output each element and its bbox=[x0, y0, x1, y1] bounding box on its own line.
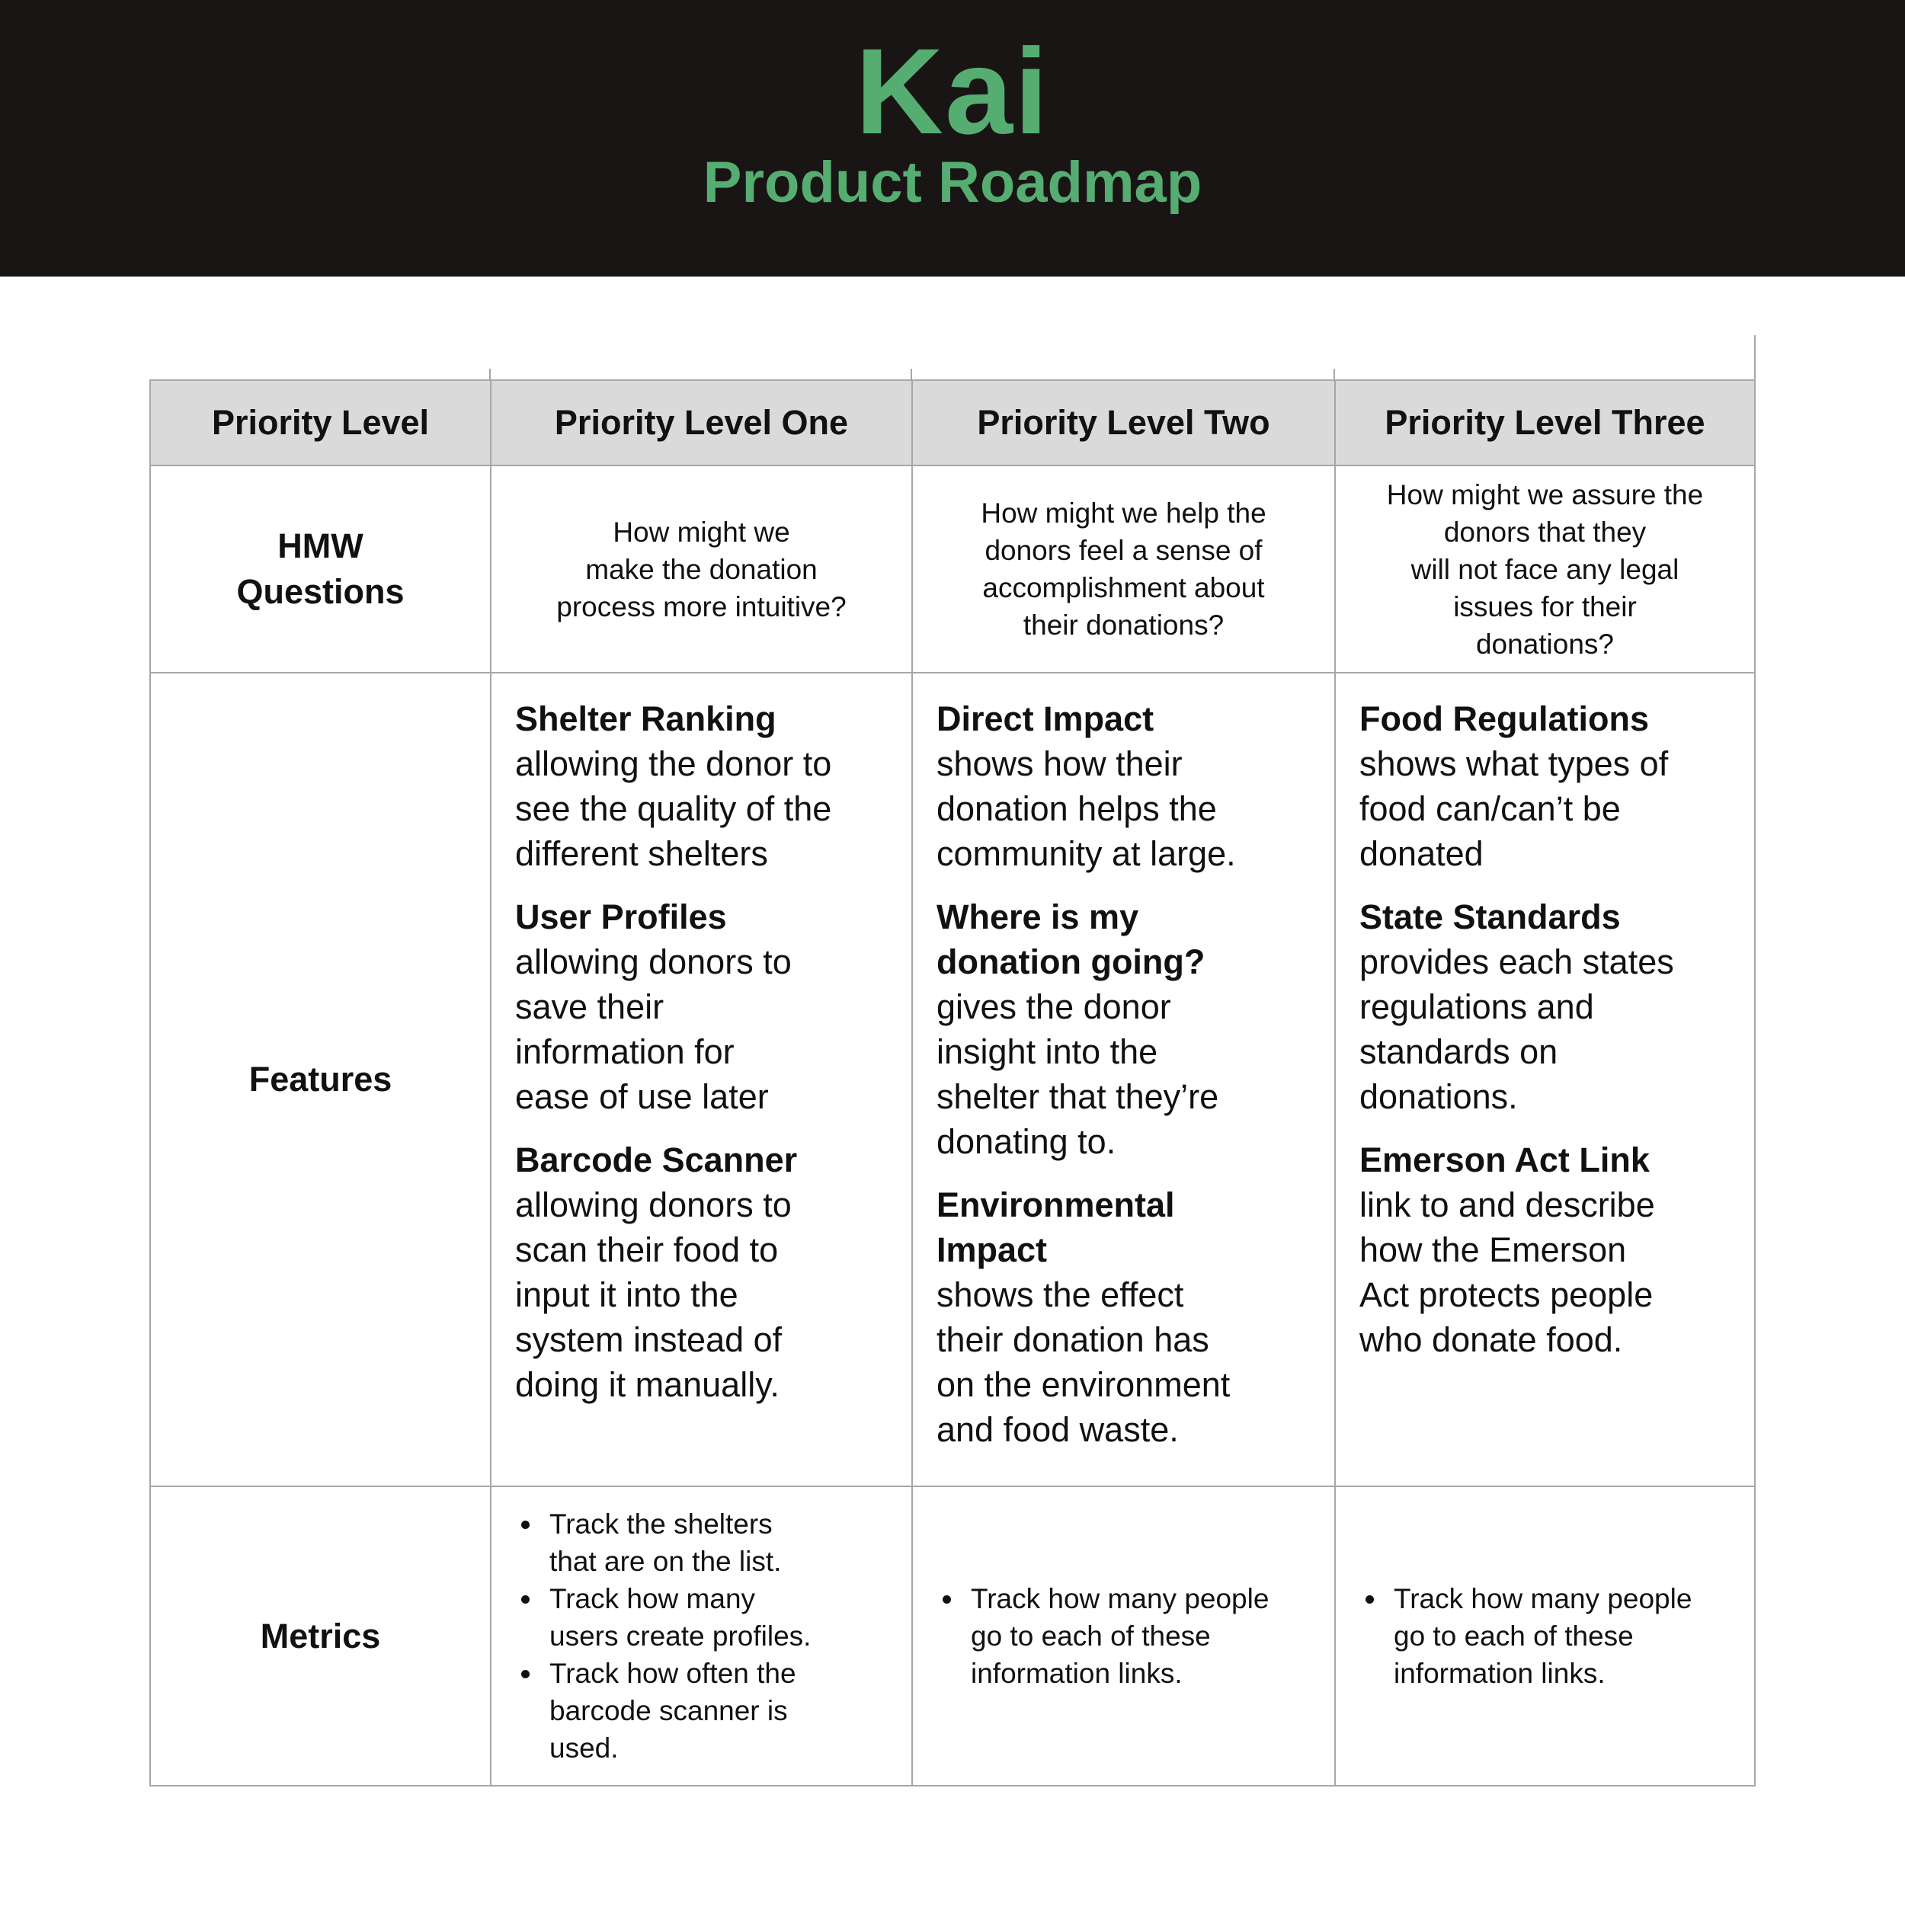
features-cell bbox=[912, 673, 1335, 1486]
feature-item: Barcode Scanner allowing donors to scan their food to input it into the system instead of doing it manually. bbox=[515, 1140, 798, 1404]
metrics-list bbox=[491, 1505, 911, 1767]
feature-item: Shelter Ranking allowing the donor to see the quality of the different shelters bbox=[515, 699, 832, 873]
header-banner bbox=[0, 0, 1905, 277]
table-row-hmw bbox=[150, 465, 1755, 673]
column-header: Priority Level Two bbox=[912, 380, 1335, 465]
metrics-cell bbox=[491, 1486, 912, 1786]
list-item: • Track how many users create profiles. bbox=[543, 1580, 896, 1655]
brand-title: Kai bbox=[855, 23, 1050, 159]
hmw-question-cell: How might we assure the donors that they will not face any legal issues for their donations? bbox=[1335, 465, 1755, 673]
metrics-list bbox=[1336, 1580, 1754, 1692]
grid-stub-line bbox=[1334, 369, 1335, 379]
feature-item: Emerson Act Link link to and describe how the Emerson Act protects people who donate food. bbox=[1359, 1140, 1655, 1359]
features-cell bbox=[1335, 673, 1755, 1486]
metrics-cell bbox=[912, 1486, 1335, 1786]
column-header: Priority Level bbox=[150, 380, 491, 465]
row-label-metrics: Metrics bbox=[150, 1486, 491, 1786]
grid-stub-line bbox=[1754, 335, 1756, 379]
feature-item: Direct Impact shows how their donation helps the community at large. bbox=[936, 699, 1236, 873]
table-row-metrics bbox=[150, 1486, 1755, 1786]
metrics-cell bbox=[1335, 1486, 1755, 1786]
row-label-features: Features bbox=[150, 673, 491, 1486]
table-header-row bbox=[150, 380, 1755, 465]
list-item: • Track how many people go to each of these information links. bbox=[1388, 1580, 1739, 1692]
metrics-list bbox=[913, 1580, 1334, 1692]
hmw-question-cell: How might we help the donors feel a sense of accomplishment about their donations? bbox=[912, 465, 1335, 673]
grid-stub-line bbox=[489, 369, 491, 379]
feature-item: User Profiles allowing donors to save their information for ease of use later bbox=[515, 897, 792, 1116]
column-header: Priority Level Three bbox=[1335, 380, 1755, 465]
column-header: Priority Level One bbox=[491, 380, 912, 465]
list-item: • Track the shelters that are on the list. bbox=[543, 1505, 896, 1580]
grid-stub-line bbox=[911, 369, 912, 379]
feature-item: Where is my donation going? gives the donor insight into the shelter that they’re donating to. bbox=[936, 897, 1219, 1161]
table-row-features bbox=[150, 673, 1755, 1486]
hmw-question-cell: How might we make the donation process more intuitive? bbox=[491, 465, 912, 673]
feature-item: Food Regulations shows what types of food can/can’t be donated bbox=[1359, 699, 1669, 873]
list-item: • Track how many people go to each of these information links. bbox=[965, 1580, 1319, 1692]
row-label-hmw: HMW Questions bbox=[150, 465, 491, 673]
roadmap-table bbox=[149, 379, 1756, 1786]
list-item: • Track how often the barcode scanner is used. bbox=[543, 1655, 896, 1767]
feature-item: State Standards provides each states regulations and standards on donations. bbox=[1359, 897, 1674, 1116]
features-cell bbox=[491, 673, 912, 1486]
feature-item: Environmental Impact shows the effect their donation has on the environment and food waste. bbox=[936, 1185, 1231, 1449]
page-subtitle: Product Roadmap bbox=[703, 150, 1202, 215]
